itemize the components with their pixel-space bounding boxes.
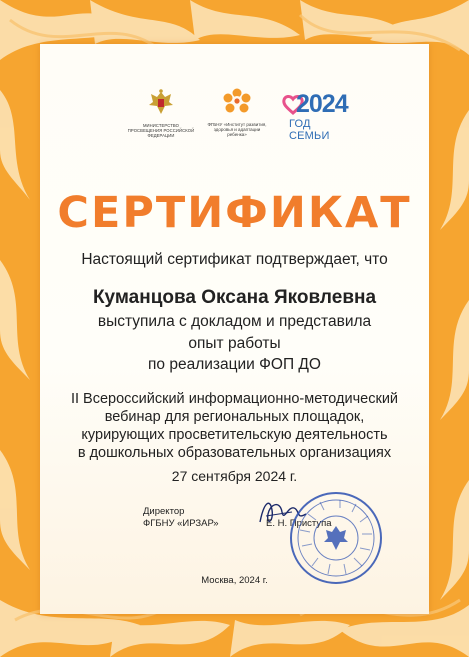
place-and-year: Москва, 2024 г. xyxy=(201,575,268,586)
year-number: 2024 xyxy=(296,90,348,118)
institute-caption: ФГБНУ «Институт развития, здоровья и адаптации ребенка» xyxy=(207,122,267,138)
year-caption: ГОД СЕМЬИ xyxy=(289,118,330,142)
official-stamp xyxy=(288,490,384,586)
signatory-organization: ФГБНУ «ИРЗАР» xyxy=(143,518,219,529)
signatory-name: Е. Н. Приступа xyxy=(266,518,332,529)
institute-logo xyxy=(205,88,269,138)
intro-text: Настоящий сертификат подтверждает, что xyxy=(81,251,388,268)
recipient-name: Куманцова Оксана Яковлевна xyxy=(92,287,377,308)
event-line: II Всероссийский информационно-методический xyxy=(70,391,399,407)
event-line: в дошкольных образовательных организациях xyxy=(77,445,392,461)
event-line: вебинар для региональных площадок, xyxy=(104,409,365,425)
signatory-title xyxy=(143,506,219,530)
ministry-logo xyxy=(126,88,196,138)
signatory-position: Директор xyxy=(143,506,185,517)
sun-flower-icon xyxy=(222,88,252,116)
ministry-caption: МИНИСТЕРСТВО ПРОСВЕЩЕНИЯ РОССИЙСКОЙ ФЕДЕРАЦИИ xyxy=(127,123,195,138)
achievement-line: выступила с докладом и представила xyxy=(97,313,372,330)
achievement-line: по реализации ФОП ДО xyxy=(148,356,321,373)
event-date: 27 сентября 2024 г. xyxy=(171,468,298,484)
event-line: курирующих просветительскую деятельность xyxy=(81,427,388,443)
coat-of-arms-icon xyxy=(145,88,177,116)
certificate-title: СЕРТИФИКАТ xyxy=(57,188,412,238)
achievement-line: опыт работы xyxy=(188,335,281,352)
logos-row xyxy=(0,88,469,148)
